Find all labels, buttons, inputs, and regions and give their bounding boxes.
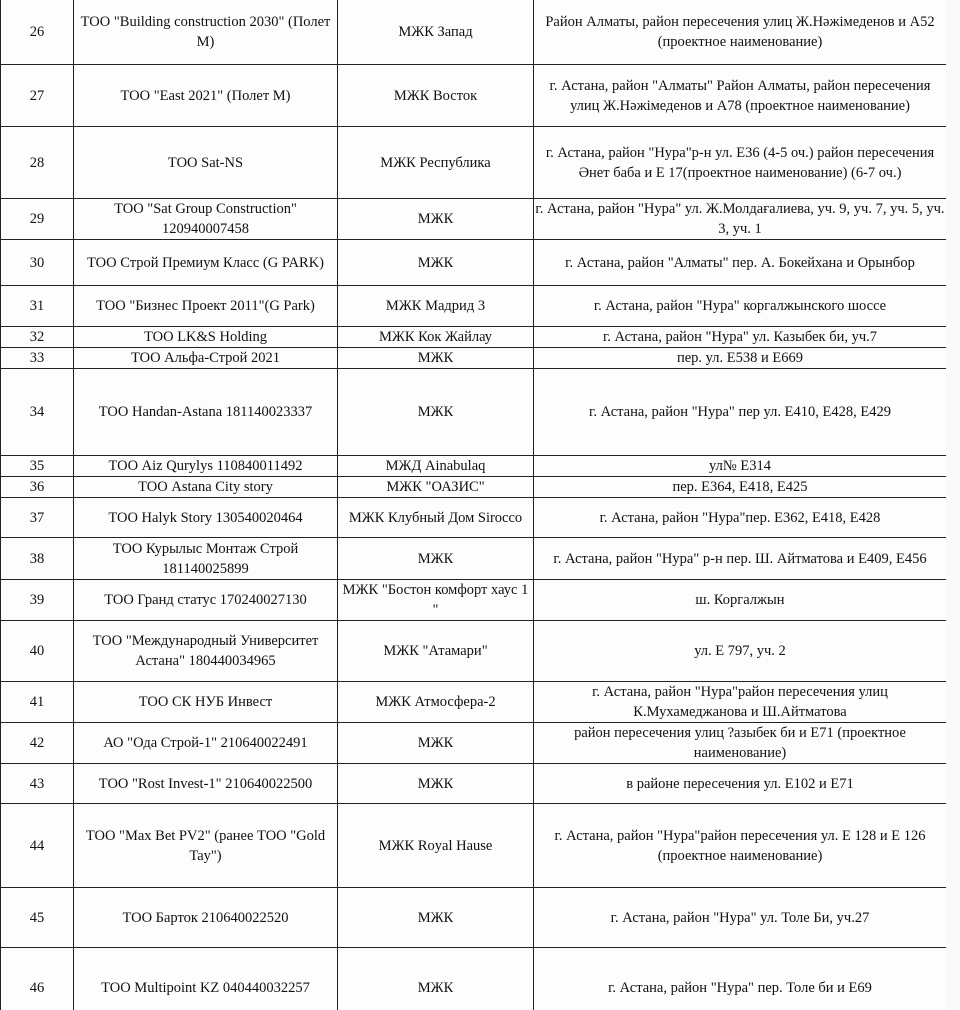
address: пер. ул. Е538 и Е669 xyxy=(534,348,947,369)
address: г. Астана, район "Нура" пер ул. Е410, Е428, Е429 xyxy=(534,369,947,456)
address: в районе пересечения ул. Е102 и Е71 xyxy=(534,764,947,804)
address: ш. Коргалжын xyxy=(534,580,947,621)
project-name: МЖК xyxy=(338,240,534,286)
table-row xyxy=(1,199,947,240)
company-name: ТОО Альфа-Строй 2021 xyxy=(74,348,338,369)
table-row xyxy=(1,580,947,621)
company-name: ТОО Astana City story xyxy=(74,477,338,498)
row-number: 30 xyxy=(1,240,74,286)
address: г. Астана, район "Нура"пер. Е362, Е418, Е428 xyxy=(534,498,947,538)
address: г. Астана, район "Нура"район пересечения ул. Е 128 и Е 126 (проектное наименование) xyxy=(534,804,947,888)
company-name: ТОО "Международный Университет Астана" 180440034965 xyxy=(74,621,338,682)
table-row xyxy=(1,327,947,348)
address: г. Астана, район "Нура" пер. Толе би и Е69 xyxy=(534,948,947,1010)
row-number: 28 xyxy=(1,127,74,199)
row-number: 38 xyxy=(1,538,74,580)
project-name: МЖК xyxy=(338,948,534,1010)
row-number: 31 xyxy=(1,286,74,327)
address: г. Астана, район "Нура"р-н ул. Е36 (4-5 оч.) район пересечения Әнет баба и Е 17(проектное наименование) (6-7 оч.) xyxy=(534,127,947,199)
row-number: 45 xyxy=(1,888,74,948)
row-number: 43 xyxy=(1,764,74,804)
company-name: ТОО Handan-Astana 181140023337 xyxy=(74,369,338,456)
row-number: 46 xyxy=(1,948,74,1010)
address: г. Астана, район "Алматы" Район Алматы, район пересечения улиц Ж.Нәжімеденов и А78 (проектное наименование) xyxy=(534,65,947,127)
company-name: ТОО Multipoint KZ 040440032257 xyxy=(74,948,338,1010)
address: г. Астана, район "Нура" ул. Ж.Молдағалиева, уч. 9, уч. 7, уч. 5, уч. 3, уч. 1 xyxy=(534,199,947,240)
project-name: МЖК Мадрид 3 xyxy=(338,286,534,327)
table-row xyxy=(1,804,947,888)
project-name: МЖК "Атамари" xyxy=(338,621,534,682)
table-row xyxy=(1,682,947,723)
project-name: МЖК Royal Hause xyxy=(338,804,534,888)
table-row xyxy=(1,498,947,538)
company-name: ТОО "Sat Group Construction" 120940007458 xyxy=(74,199,338,240)
project-name: МЖК Восток xyxy=(338,65,534,127)
project-name: МЖК Запад xyxy=(338,0,534,65)
row-number: 44 xyxy=(1,804,74,888)
company-name: ТОО LK&S Holding xyxy=(74,327,338,348)
table-row xyxy=(1,948,947,1010)
company-name: ТОО СК НУБ Инвест xyxy=(74,682,338,723)
company-name: АО "Ода Строй-1" 210640022491 xyxy=(74,723,338,764)
row-number: 40 xyxy=(1,621,74,682)
row-number: 34 xyxy=(1,369,74,456)
company-name: ТОО Курылыс Монтаж Строй 181140025899 xyxy=(74,538,338,580)
address: Район Алматы, район пересечения улиц Ж.Нәжімеденов и А52 (проектное наименование) xyxy=(534,0,947,65)
project-name: МЖК xyxy=(338,369,534,456)
table-row xyxy=(1,888,947,948)
row-number: 26 xyxy=(1,0,74,65)
table-row xyxy=(1,348,947,369)
address: г. Астана, район "Алматы" пер. А. Бокейхана и Орынбор xyxy=(534,240,947,286)
address: пер. Е364, Е418, Е425 xyxy=(534,477,947,498)
address: район пересечения улиц ?азыбек би и Е71 (проектное наименование) xyxy=(534,723,947,764)
row-number: 42 xyxy=(1,723,74,764)
row-number: 37 xyxy=(1,498,74,538)
company-name: ТОО "Max Bet PV2" (ранее ТОО "Gold Tay") xyxy=(74,804,338,888)
row-number: 33 xyxy=(1,348,74,369)
row-number: 39 xyxy=(1,580,74,621)
row-number: 27 xyxy=(1,65,74,127)
project-name: МЖК xyxy=(338,199,534,240)
address: г. Астана, район "Нура" коргалжынского шоссе xyxy=(534,286,947,327)
project-name: МЖК Клубный Дом Sirocco xyxy=(338,498,534,538)
table-row xyxy=(1,0,947,65)
table-row xyxy=(1,723,947,764)
company-name: ТОО "East 2021" (Полет М) xyxy=(74,65,338,127)
row-number: 29 xyxy=(1,199,74,240)
project-name: МЖК Атмосфера-2 xyxy=(338,682,534,723)
row-number: 36 xyxy=(1,477,74,498)
project-name: МЖК "Бостон комфорт хаус 1 " xyxy=(338,580,534,621)
company-name: ТОО Барток 210640022520 xyxy=(74,888,338,948)
project-name: МЖК Республика xyxy=(338,127,534,199)
table-row xyxy=(1,456,947,477)
company-name: ТОО Sat-NS xyxy=(74,127,338,199)
address: г. Астана, район "Нура" ул. Толе Би, уч.27 xyxy=(534,888,947,948)
company-name: ТОО Гранд статус 170240027130 xyxy=(74,580,338,621)
company-name: ТОО Aiz Qurylys 110840011492 xyxy=(74,456,338,477)
company-name: ТОО "Rost Invest-1" 210640022500 xyxy=(74,764,338,804)
row-number: 32 xyxy=(1,327,74,348)
address: ул. Е 797, уч. 2 xyxy=(534,621,947,682)
company-name: ТОО Строй Премиум Класс (G PARK) xyxy=(74,240,338,286)
company-name: ТОО Halyk Story 130540020464 xyxy=(74,498,338,538)
address: г. Астана, район "Нура" р-н пер. Ш. Айтматова и Е409, Е456 xyxy=(534,538,947,580)
company-name: ТОО "Building construction 2030" (Полет М) xyxy=(74,0,338,65)
address: г. Астана, район "Нура"район пересечения улиц К.Мухамеджанова и Ш.Айтматова xyxy=(534,682,947,723)
project-name: МЖК xyxy=(338,764,534,804)
table-row xyxy=(1,621,947,682)
project-name: МЖК Кок Жайлау xyxy=(338,327,534,348)
row-number: 35 xyxy=(1,456,74,477)
address: ул№ Е314 xyxy=(534,456,947,477)
table-row xyxy=(1,477,947,498)
table-row xyxy=(1,127,947,199)
address: г. Астана, район "Нура" ул. Казыбек би, уч.7 xyxy=(534,327,947,348)
table-row xyxy=(1,65,947,127)
table-row xyxy=(1,538,947,580)
page-margin xyxy=(946,0,960,1010)
table-row xyxy=(1,764,947,804)
table-row xyxy=(1,286,947,327)
company-name: ТОО "Бизнес Проект 2011"(G Park) xyxy=(74,286,338,327)
project-name: МЖК xyxy=(338,538,534,580)
project-name: МЖК xyxy=(338,888,534,948)
project-name: МЖК "ОАЗИС" xyxy=(338,477,534,498)
row-number: 41 xyxy=(1,682,74,723)
project-name: МЖК xyxy=(338,723,534,764)
table-row xyxy=(1,369,947,456)
project-name: МЖД Ainabulaq xyxy=(338,456,534,477)
table-row xyxy=(1,240,947,286)
project-name: МЖК xyxy=(338,348,534,369)
